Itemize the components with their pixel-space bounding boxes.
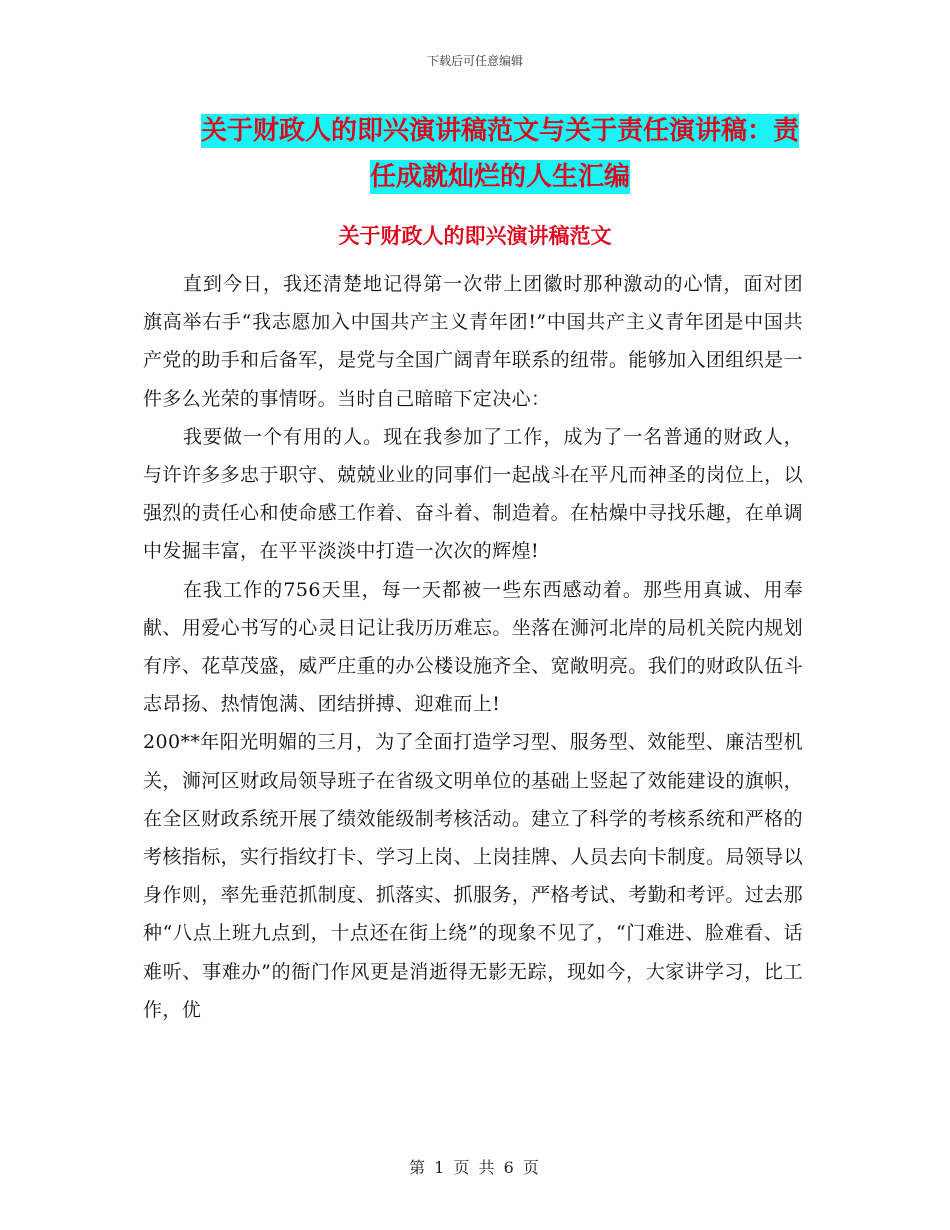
- paragraph-3: 在我工作的756天里，每一天都被一些东西感动着。那些用真诚、用奉献、用爱心书写的心灵日记让我历历难忘。坐落在浉河北岸的局机关院内规划有序、花草茂盛，威严庄重的办公楼设施齐全、宽敞明亮。我们的财政队伍斗志昂扬、热情饱满、团结拼搏、迎难而上!: [143, 578, 803, 716]
- document-title-line-1: 关于财政人的即兴演讲稿范文与关于责任演讲稿：责: [200, 116, 799, 146]
- paragraph-4: 200**年阳光明媚的三月，为了全面打造学习型、服务型、效能型、廉洁型机关，浉河区财政局领导班子在省级文明单位的基础上竖起了效能建设的旗帜，在全区财政系统开展了绩效能级制考核活动。建立了科学的考核系统和严格的考核指标，实行指纹打卡、学习上岗、上岗挂牌、人员去向卡制度。局领导以身作则，率先垂范抓制度、抓落实、抓服务，严格考试、考勤和考评。过去那种“八点上班九点到，十点还在街上绕”的现象不见了，“门难进、脸难看、话难听、事难办”的衙门作风更是消逝得无影无踪，现如今，大家讲学习，比工作，优: [143, 731, 803, 1021]
- document-body: [143, 265, 803, 1029]
- paragraph-1: 直到今日，我还清楚地记得第一次带上团徽时那种激动的心情，面对团旗高举右手“我志愿加入中国共产主义青年团!”中国共产主义青年团是中国共产党的助手和后备军，是党与全国广阔青年联系的纽带。能够加入团组织是一件多么光荣的事情呀。当时自己暗暗下定决心：: [143, 273, 803, 410]
- document-title-line-2: 任成就灿烂的人生汇编: [369, 162, 630, 192]
- section-title: 关于财政人的即兴演讲稿范文: [338, 223, 612, 248]
- paragraph-2: 我要做一个有用的人。现在我参加了工作，成为了一名普通的财政人，与许许多多忠于职守、兢兢业业的同事们一起战斗在平凡而神圣的岗位上，以强烈的责任心和使命感工作着、奋斗着、制造着。在枯燥中寻找乐趣，在单调中发掘丰富，在平平淡淡中打造一次次的辉煌!: [143, 425, 803, 563]
- document-title: [180, 108, 820, 200]
- header-note: 下载后可任意编辑: [426, 54, 523, 68]
- page-number: 第 1 页 共 6 页: [409, 1158, 541, 1177]
